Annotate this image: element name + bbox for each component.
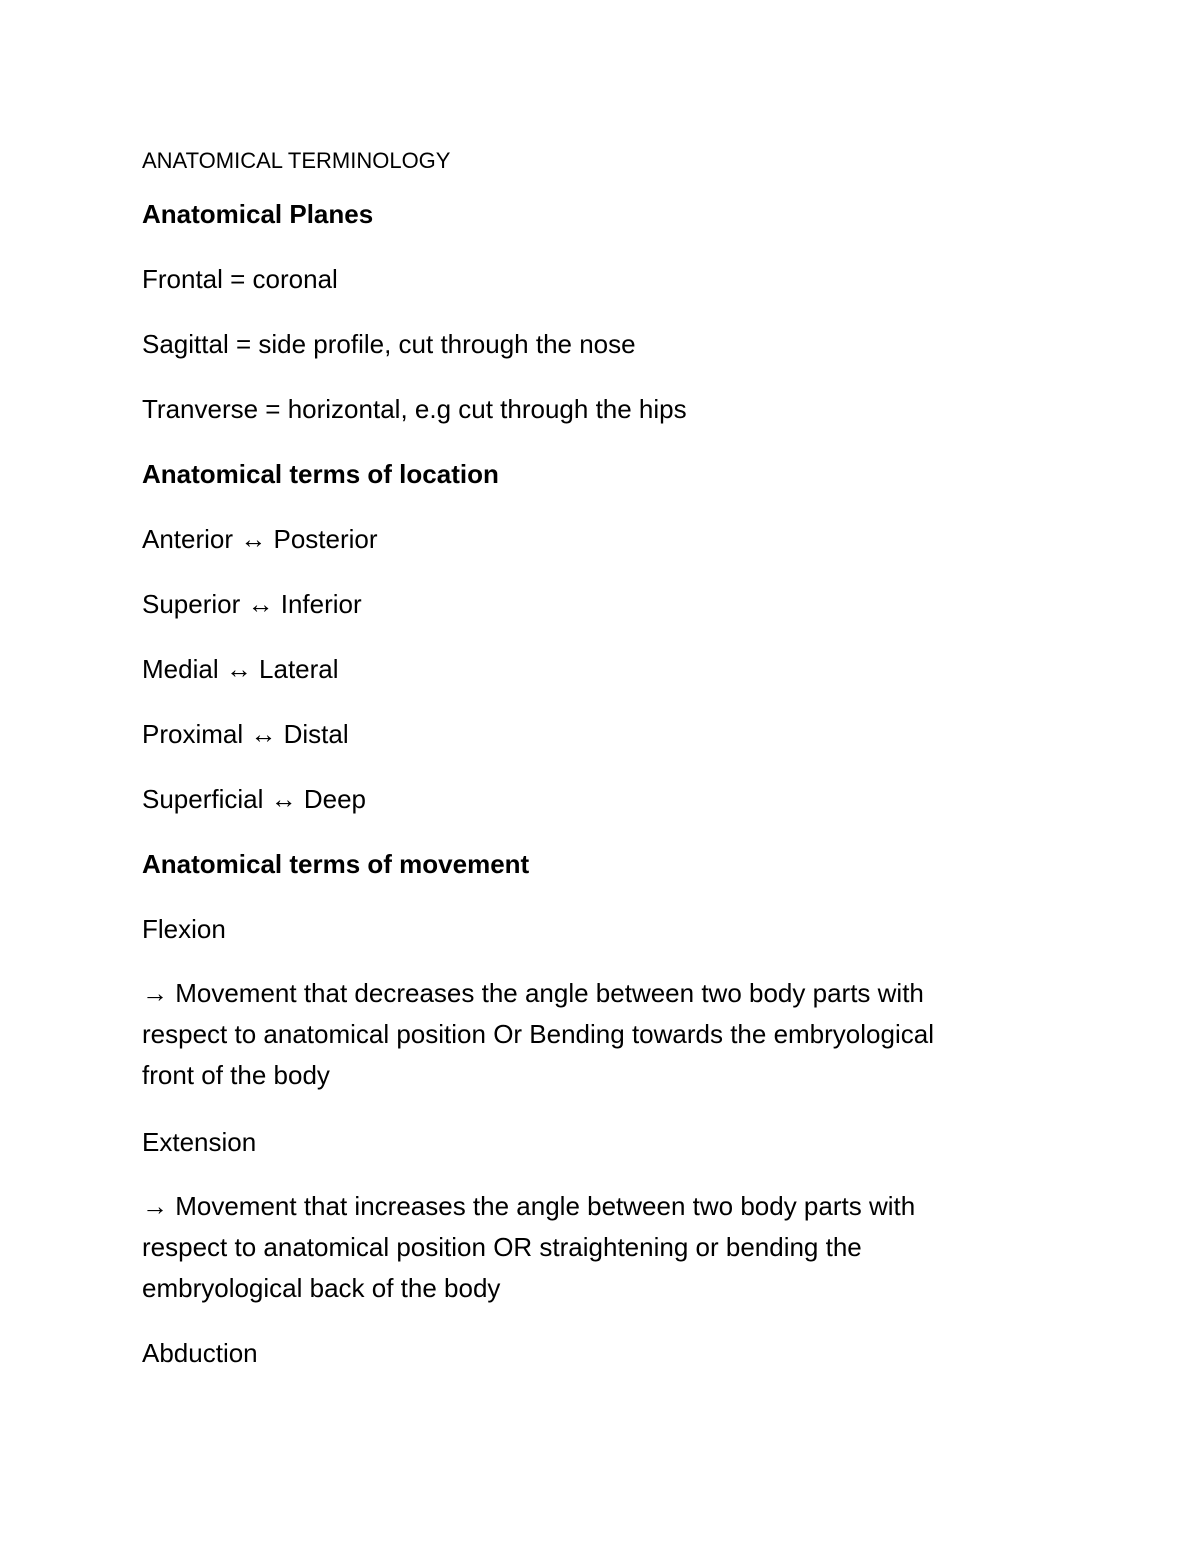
section-heading-location: Anatomical terms of location [142, 459, 499, 489]
plane-sagittal: Sagittal = side profile, cut through the nose [142, 329, 636, 359]
definition-extension-line: respect to anatomical position OR straightening or bending the [142, 1232, 862, 1262]
location-proximal-distal: Proximal ↔ Distal [142, 719, 349, 749]
definition-extension-line: embryological back of the body [142, 1273, 501, 1303]
location-medial-lateral: Medial ↔ Lateral [142, 654, 339, 684]
plane-frontal: Frontal = coronal [142, 264, 338, 294]
definition-flexion-line: respect to anatomical position Or Bending towards the embryological [142, 1019, 934, 1049]
document-title: ANATOMICAL TERMINOLOGY [142, 148, 451, 173]
term-abduction: Abduction [142, 1338, 258, 1368]
term-extension: Extension [142, 1127, 257, 1157]
section-heading-movement: Anatomical terms of movement [142, 849, 530, 879]
section-heading-planes: Anatomical Planes [142, 199, 374, 229]
location-superior-inferior: Superior ↔ Inferior [142, 589, 362, 619]
definition-extension [142, 1186, 1042, 1309]
definition-flexion-line: front of the body [142, 1060, 330, 1090]
location-anterior-posterior: Anterior ↔ Posterior [142, 524, 378, 554]
definition-flexion [142, 973, 1042, 1096]
definition-flexion-line: → Movement that decreases the angle between two body parts with [142, 978, 924, 1008]
location-superficial-deep: Superficial ↔ Deep [142, 784, 366, 814]
definition-extension-line: → Movement that increases the angle between two body parts with [142, 1191, 916, 1221]
plane-transverse: Tranverse = horizontal, e.g cut through the hips [142, 394, 687, 424]
term-flexion: Flexion [142, 914, 226, 944]
